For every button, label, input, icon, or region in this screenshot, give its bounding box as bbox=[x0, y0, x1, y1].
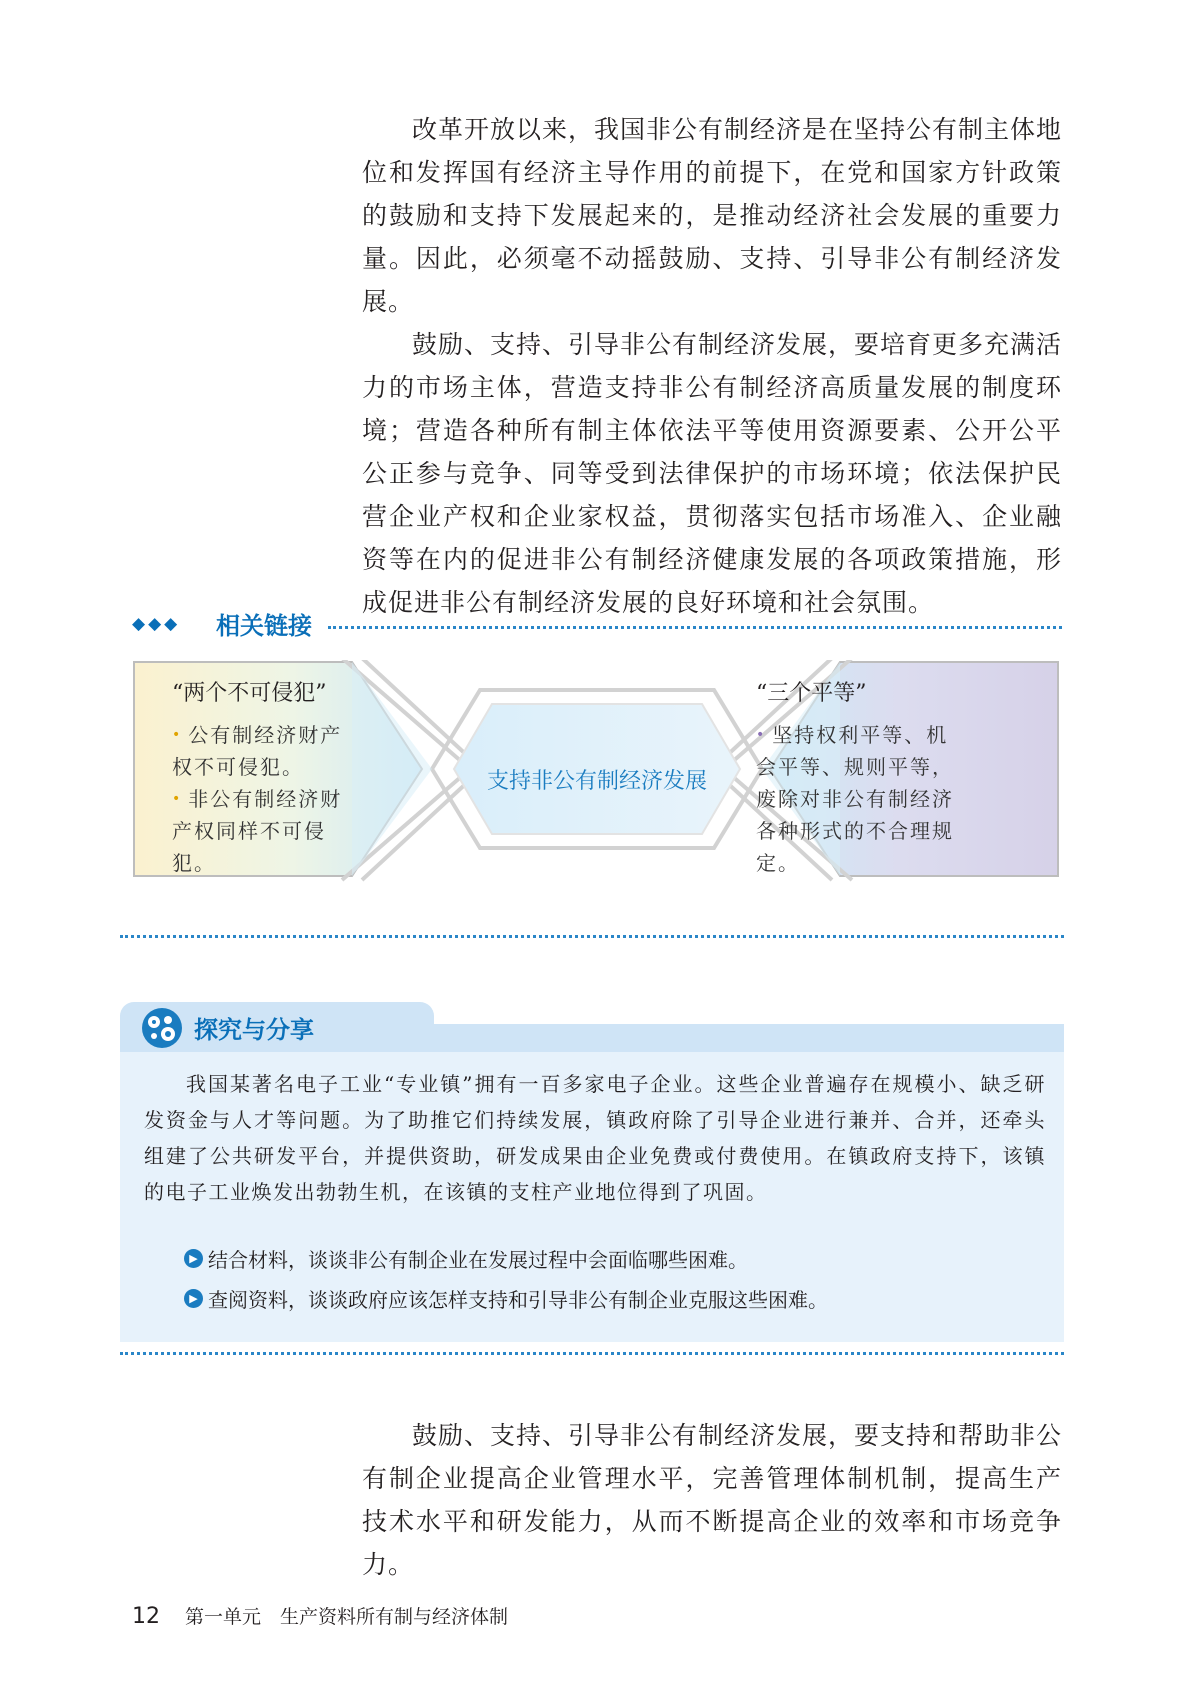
right-box bbox=[756, 676, 966, 879]
arrow-right-icon: ▶ bbox=[184, 1289, 203, 1308]
related-link-diagram bbox=[132, 660, 1062, 900]
intro-paragraph-1: 改革开放以来，我国非公有制经济是在坚持公有制主体地位和发挥国有经济主导作用的前提下，在党和国家方针政策的鼓励和支持下发展起来的，是推动经济社会发展的重要力量。因此，必须毫不动摇鼓励、支持、引导非公有制经济发展。 bbox=[362, 115, 1063, 316]
explore-paragraph: 我国某著名电子工业“专业镇”拥有一百多家电子企业。这些企业普遍存在规模小、缺乏研发资金与人才等问题。为了助推它们持续发展，镇政府除了引导企业进行兼并、合并，还牵头组建了公共研发平台，并提供资助，研发成果由企业免费或付费使用。在镇政府支持下，该镇的电子工业焕发出勃勃生机，在该镇的支柱产业地位得到了巩固。 bbox=[144, 1072, 1046, 1204]
list-item: • 坚持权利平等、机会平等、规则平等，废除对非公有制经济各种形式的不合理规定。 bbox=[756, 723, 954, 875]
list-item: • 非公有制经济财产权同样不可侵犯。 bbox=[172, 787, 343, 875]
arrow-right-icon: ▶ bbox=[184, 1249, 203, 1268]
left-box-list bbox=[172, 719, 362, 879]
right-box-title: “三个平等” bbox=[756, 681, 867, 706]
intro-paragraph-2: 鼓励、支持、引导非公有制经济发展，要培育更多充满活力的市场主体，营造支持非公有制经济高质量发展的制度环境；营造各种所有制主体依法平等使用资源要素、公开公平公正参与竞争、同等受到法律保护的市场环境；依法保护民营企业产权和企业家权益，贯彻落实包括市场准入、企业融资等在内的促进非公有制经济健康发展的各项政策措施，形成促进非公有制经济发展的良好环境和社会氛围。 bbox=[362, 330, 1063, 617]
closing-paragraph: 鼓励、支持、引导非公有制经济发展，要支持和帮助非公有制企业提高企业管理水平，完善管理体制机制，提高生产技术水平和研发能力，从而不断提高企业的效率和市场竞争力。 bbox=[362, 1421, 1063, 1579]
question-item: ▶ 结合材料，谈谈非公有制企业在发展过程中会面临哪些困难。 bbox=[184, 1238, 828, 1278]
section-divider bbox=[120, 1352, 1064, 1355]
question-item: ▶ 查阅资料，谈谈政府应该怎样支持和引导非公有制企业克服这些困难。 bbox=[184, 1278, 828, 1318]
explore-body bbox=[120, 1052, 1064, 1342]
center-label: 支持非公有制经济发展 bbox=[486, 769, 707, 794]
bullet-icon: • bbox=[172, 791, 183, 807]
related-link-title: 相关链接 bbox=[216, 612, 312, 640]
page-number: 12 bbox=[132, 1604, 160, 1629]
molecule-icon bbox=[138, 1004, 186, 1052]
explore-title: 探究与分享 bbox=[194, 1016, 314, 1044]
question-list bbox=[184, 1238, 828, 1318]
list-item: • 公有制经济财产权不可侵犯。 bbox=[172, 723, 343, 779]
right-box-list bbox=[756, 719, 966, 879]
dotted-divider bbox=[328, 626, 1062, 629]
diamond-icons: ◆◆◆ bbox=[132, 614, 181, 634]
explore-share-box bbox=[120, 1002, 1064, 1342]
closing-text bbox=[362, 1414, 1062, 1586]
intro-text bbox=[362, 108, 1062, 624]
left-box bbox=[172, 676, 362, 879]
left-box-title: “两个不可侵犯” bbox=[172, 681, 327, 706]
related-link-header bbox=[132, 604, 1062, 644]
bullet-icon: • bbox=[172, 727, 183, 743]
section-divider bbox=[120, 935, 1064, 938]
bullet-icon: • bbox=[756, 727, 767, 743]
chapter-title: 第一单元 生产资料所有制与经济体制 bbox=[185, 1606, 509, 1628]
page-footer bbox=[132, 1602, 508, 1629]
